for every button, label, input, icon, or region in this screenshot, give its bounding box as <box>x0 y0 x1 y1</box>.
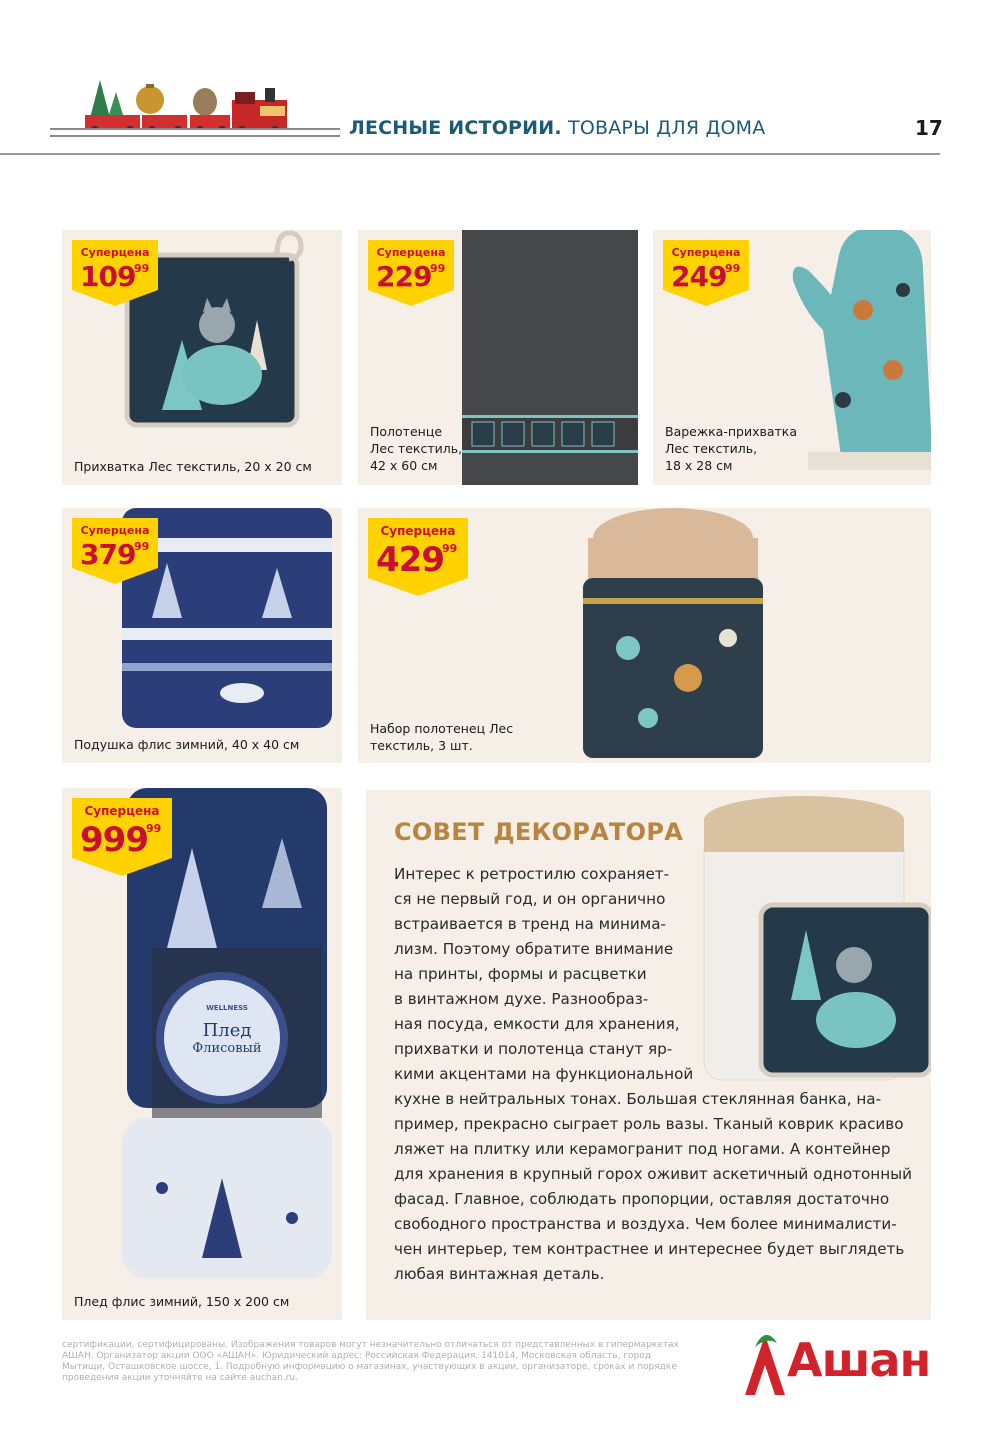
price-badge: Суперцена 429 99 <box>368 518 468 596</box>
price-badge: Суперцена 229 99 <box>368 240 454 306</box>
price-badge: Суперцена 249 99 <box>663 240 749 306</box>
decorator-advice <box>366 790 931 1320</box>
jar-and-potholder-image <box>696 790 931 1090</box>
blanket-label: WELLNESS Плед Флисовый <box>192 1004 262 1056</box>
bird-icon <box>735 1325 795 1400</box>
price-badge: Суперцена 109 99 <box>72 240 158 306</box>
page-header <box>0 60 993 160</box>
advice-title: СОВЕТ ДЕКОРАТОРА <box>394 818 684 846</box>
train-illustration <box>70 70 320 130</box>
product-caption: Прихватка Лес текстиль, 20 х 20 см <box>74 459 312 474</box>
auchan-logo: Ашан <box>735 1325 945 1400</box>
legal-footer: сертификации, сертифицированы. Изображения товаров могут незначительно отличаться от представленных в гипермаркетах АШАН. Организатор акции ООО «АШАН». Юридический адрес: Российская Федерация, 141014, Московская область, город Мытищи, Осташковское шоссе, 1. Подробную информацию о магазинах, участвующих в акции, организаторе, сроках и порядке проведения акции уточняйте на сайте auchan.ru. <box>62 1340 679 1383</box>
product-caption: Варежка-прихватка Лес текстиль, 18 х 28 см <box>665 424 797 473</box>
towel-set-image <box>568 508 768 763</box>
header-divider <box>0 153 940 155</box>
price-badge: Суперцена 999 99 <box>72 798 172 876</box>
product-caption: Полотенце Лес текстиль, 42 х 60 см <box>370 424 463 473</box>
rail-track <box>50 128 340 138</box>
advice-text-narrow: Интерес к ретростилю сохраняет- ся не первый год, и он органично встраивается в тренд на минима- лизм. Поэтому обратите внимание на принты, формы и расцветки в винтажном духе. Разнообраз- ная посуда, емкости для хранения, прихватки и полотенца станут яр- кими акцентами на функциональной <box>394 865 694 1083</box>
page-title: ЛЕСНЫЕ ИСТОРИИ. ТОВАРЫ ДЛЯ ДОМА <box>349 117 766 139</box>
page-number: 17 <box>915 116 943 140</box>
towel-image <box>462 230 638 485</box>
oven-mitt-image <box>783 230 931 510</box>
price-badge: Суперцена 379 99 <box>72 518 158 584</box>
product-caption: Набор полотенец Лес текстиль, 3 шт. <box>370 721 514 753</box>
product-caption: Подушка флис зимний, 40 х 40 см <box>74 737 300 752</box>
advice-text-wide: кухне в нейтральных тонах. Большая стеклянная банка, на- пример, прекрасно сыграет роль вазы. Тканый коврик красиво ляжет на плитку или керамогранит под ногами. А контейнер для хранения в крупный горох оживит аскетичный однотонный фасад. Главное, соблюдать пропорции, оставляя достаточно свободного пространства и воздуха. Чем более минималисти- чен интерьер, тем контрастнее и интереснее будет выглядеть любая винтажная деталь. <box>394 1090 912 1283</box>
product-caption: Плед флис зимний, 150 х 200 см <box>74 1294 290 1309</box>
